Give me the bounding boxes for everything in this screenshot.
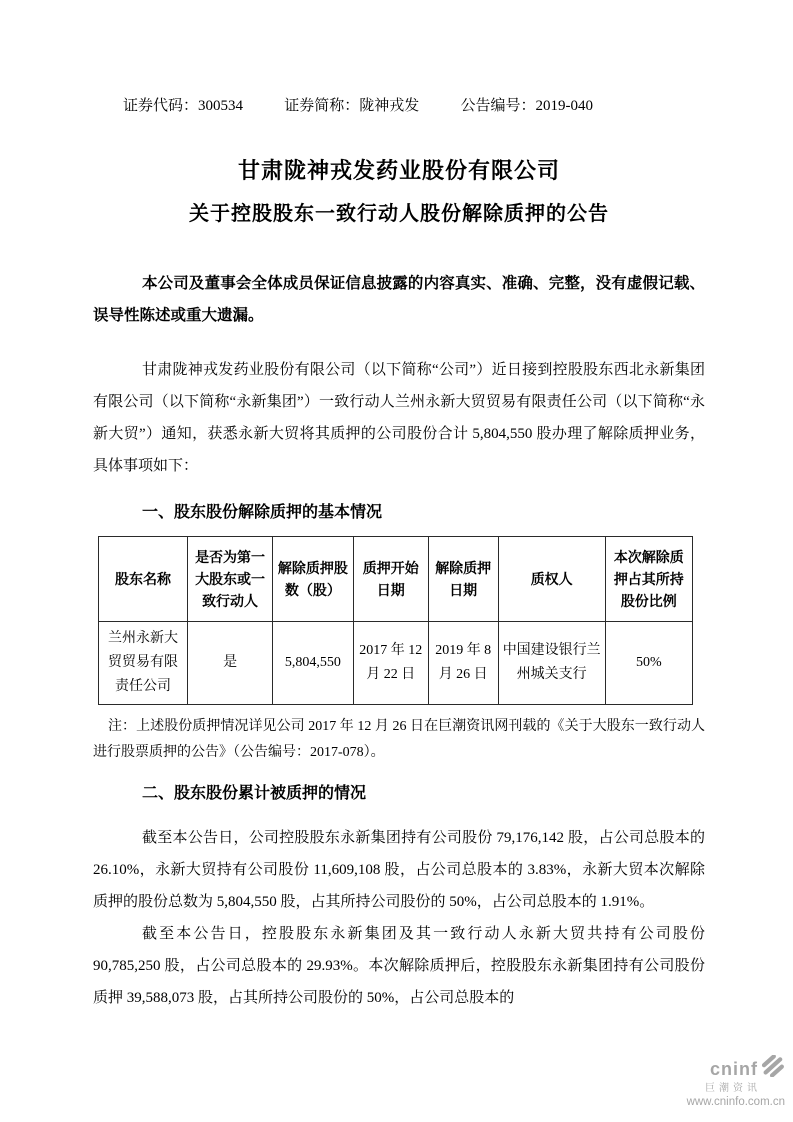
col-pledge-start-date: 质押开始日期	[353, 537, 428, 622]
col-shareholder-name: 股东名称	[99, 537, 188, 622]
table-header-row	[99, 537, 693, 622]
section2-heading: 二、股东股份累计被质押的情况	[142, 785, 367, 802]
cninfo-watermark	[687, 1055, 785, 1110]
section2-paragraph-2: 截至本公告日，控股股东永新集团及其一致行动人永新大贸共持有公司股份 90,785,250 股，占公司总股本的 29.93%。本次解除质押后，控股股东永新集团持有公司股份质押 39,588,073 股，占其所持公司股份的 50%，占公司总股本的	[93, 926, 705, 1006]
cell-released-shares: 5,804,550	[273, 622, 354, 705]
announcement-title: 关于控股股东一致行动人股份解除质押的公告	[189, 203, 609, 225]
cell-pledge-start-date: 2017 年 12 月 22 日	[353, 622, 428, 705]
cell-is-largest-shareholder: 是	[188, 622, 273, 705]
table-row	[99, 622, 693, 705]
document-body	[0, 96, 793, 1014]
announcement-number: 公告编号：2019-040	[460, 98, 593, 114]
cell-shareholder-name: 兰州永新大贸贸易有限责任公司	[99, 622, 188, 705]
cninfo-chinese-name: 巨潮资讯	[705, 1083, 761, 1094]
cell-release-ratio: 50%	[605, 622, 692, 705]
col-pledgee: 质权人	[498, 537, 605, 622]
cell-pledgee: 中国建设银行兰州城关支行	[498, 622, 605, 705]
cninfo-logo-icon	[761, 1055, 785, 1082]
table-note: 注：上述股份质押情况详见公司 2017 年 12 月 26 日在巨潮资讯网刊载的《关于大股东一致行动人进行股票质押的公告》（公告编号：2017-078）。	[93, 719, 705, 760]
col-release-ratio: 本次解除质押占其所持股份比例	[605, 537, 692, 622]
company-title: 甘肃陇神戎发药业股份有限公司	[237, 158, 560, 183]
intro-paragraph: 甘肃陇神戎发药业股份有限公司（以下简称“公司”）近日接到控股股东西北永新集团有限公司（以下简称“永新集团”）一致行动人兰州永新大贸贸易有限责任公司（以下简称“永新大贸”）通知，获悉永新大贸将其质押的公司股份合计 5,804,550 股办理了解除质押业务，具体事项如下：	[93, 362, 705, 474]
stock-code: 证券代码：300534	[123, 98, 244, 114]
cninfo-url: www.cninfo.com.cn	[686, 1096, 785, 1108]
cninfo-brand-text: cninf	[710, 1058, 758, 1079]
stock-short-name: 证券简称：陇神戎发	[284, 98, 420, 114]
securities-header	[123, 96, 593, 116]
cell-release-date: 2019 年 8 月 26 日	[428, 622, 498, 705]
section1-heading: 一、股东股份解除质押的基本情况	[142, 504, 383, 521]
col-released-shares: 解除质押股数（股）	[273, 537, 354, 622]
section2-paragraph-1: 截至本公告日，公司控股股东永新集团持有公司股份 79,176,142 股，占公司总股本的 26.10%，永新大贸持有公司股份 11,609,108 股，占公司总股本的 3.83%，永新大贸本次解除质押的股份总数为 5,804,550 股，占其所持公司股份的 50%，占公司总股本的 1.91%。	[93, 830, 705, 910]
pledge-release-table	[98, 536, 693, 705]
board-declaration: 本公司及董事会全体成员保证信息披露的内容真实、准确、完整，没有虚假记载、误导性陈述或重大遗漏。	[93, 275, 705, 324]
col-release-date: 解除质押日期	[428, 537, 498, 622]
col-is-largest-shareholder: 是否为第一大股东或一致行动人	[188, 537, 273, 622]
